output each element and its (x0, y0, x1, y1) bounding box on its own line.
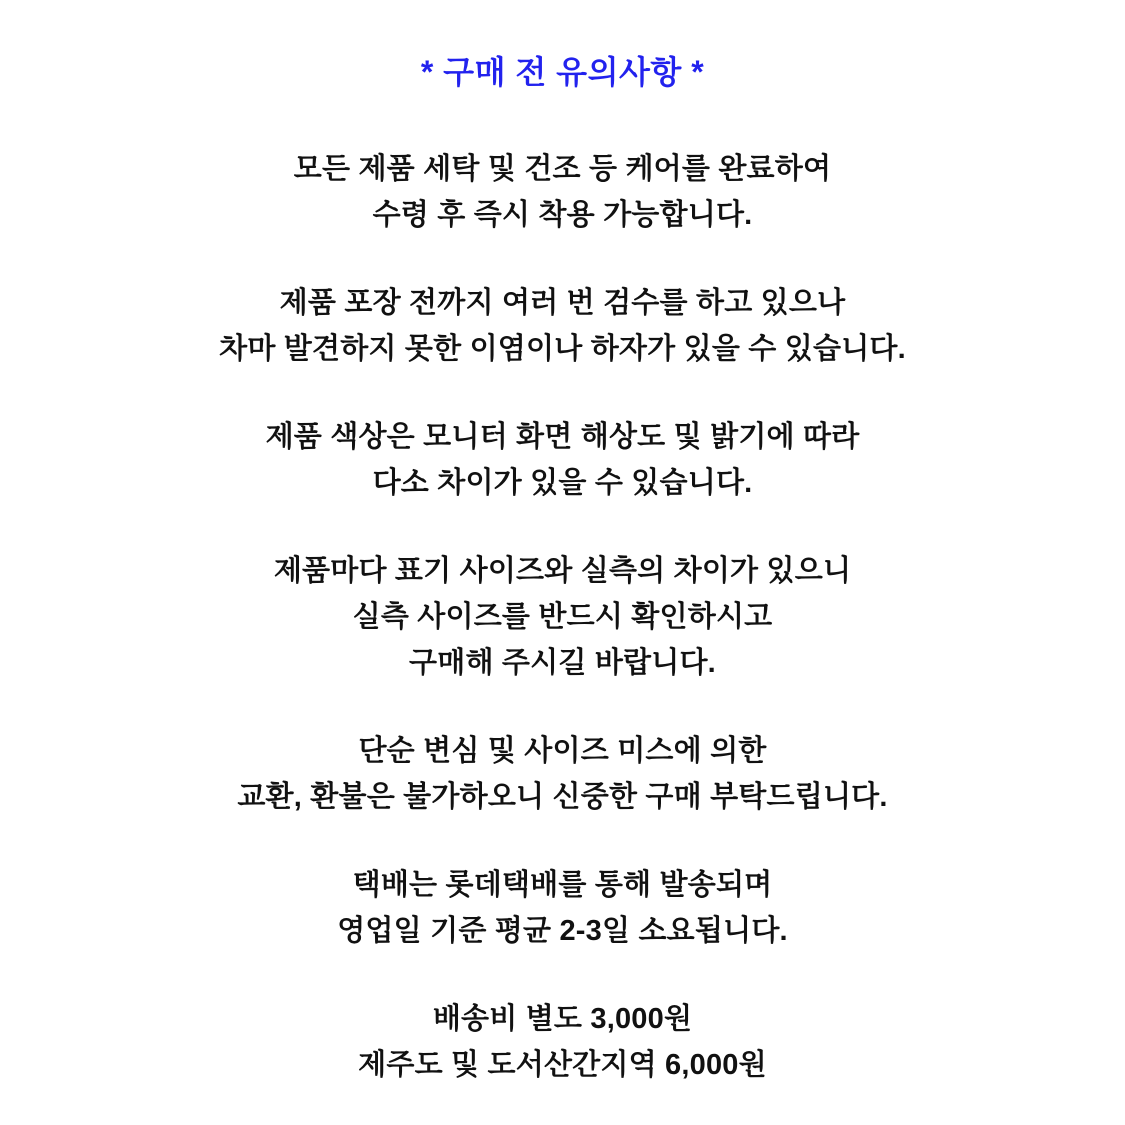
paragraph-line: 영업일 기준 평균 2-3일 소요됩니다. (337, 915, 788, 947)
paragraph-shipping-carrier (0, 862, 1125, 954)
paragraph-color-info (0, 414, 1125, 506)
paragraph-line: 구매해 주시길 바랍니다. (409, 647, 716, 679)
paragraph-line: 제주도 및 도서산간지역 6,000원 (358, 1049, 767, 1081)
paragraph-inspection-info (0, 280, 1125, 372)
paragraph-line: 단순 변심 및 사이즈 미스에 의한 (358, 735, 767, 767)
paragraph-line: 택배는 롯데택배를 통해 발송되며 (352, 869, 773, 901)
paragraph-line: 모든 제품 세탁 및 건조 등 케어를 완료하여 (293, 153, 832, 185)
paragraph-line: 다소 차이가 있을 수 있습니다. (372, 467, 753, 499)
paragraph-line: 교환, 환불은 불가하오니 신중한 구매 부탁드립니다. (237, 781, 888, 813)
page-title: * 구매 전 유의사항 * (420, 54, 705, 90)
paragraph-line: 수령 후 즉시 착용 가능합니다. (372, 199, 753, 231)
paragraph-line: 제품마다 표기 사이즈와 실측의 차이가 있으니 (273, 555, 852, 587)
paragraph-shipping-fee (0, 996, 1125, 1088)
paragraph-line: 차마 발견하지 못한 이염이나 하자가 있을 수 있습니다. (219, 333, 906, 365)
paragraph-care-info (0, 146, 1125, 238)
paragraph-line: 실측 사이즈를 반드시 확인하시고 (352, 601, 773, 633)
paragraph-line: 제품 포장 전까지 여러 번 검수를 하고 있으나 (279, 287, 846, 319)
paragraph-refund-policy (0, 728, 1125, 820)
paragraph-line: 제품 색상은 모니터 화면 해상도 및 밝기에 따라 (265, 421, 860, 453)
paragraph-size-info (0, 548, 1125, 686)
paragraph-line: 배송비 별도 3,000원 (432, 1003, 693, 1035)
